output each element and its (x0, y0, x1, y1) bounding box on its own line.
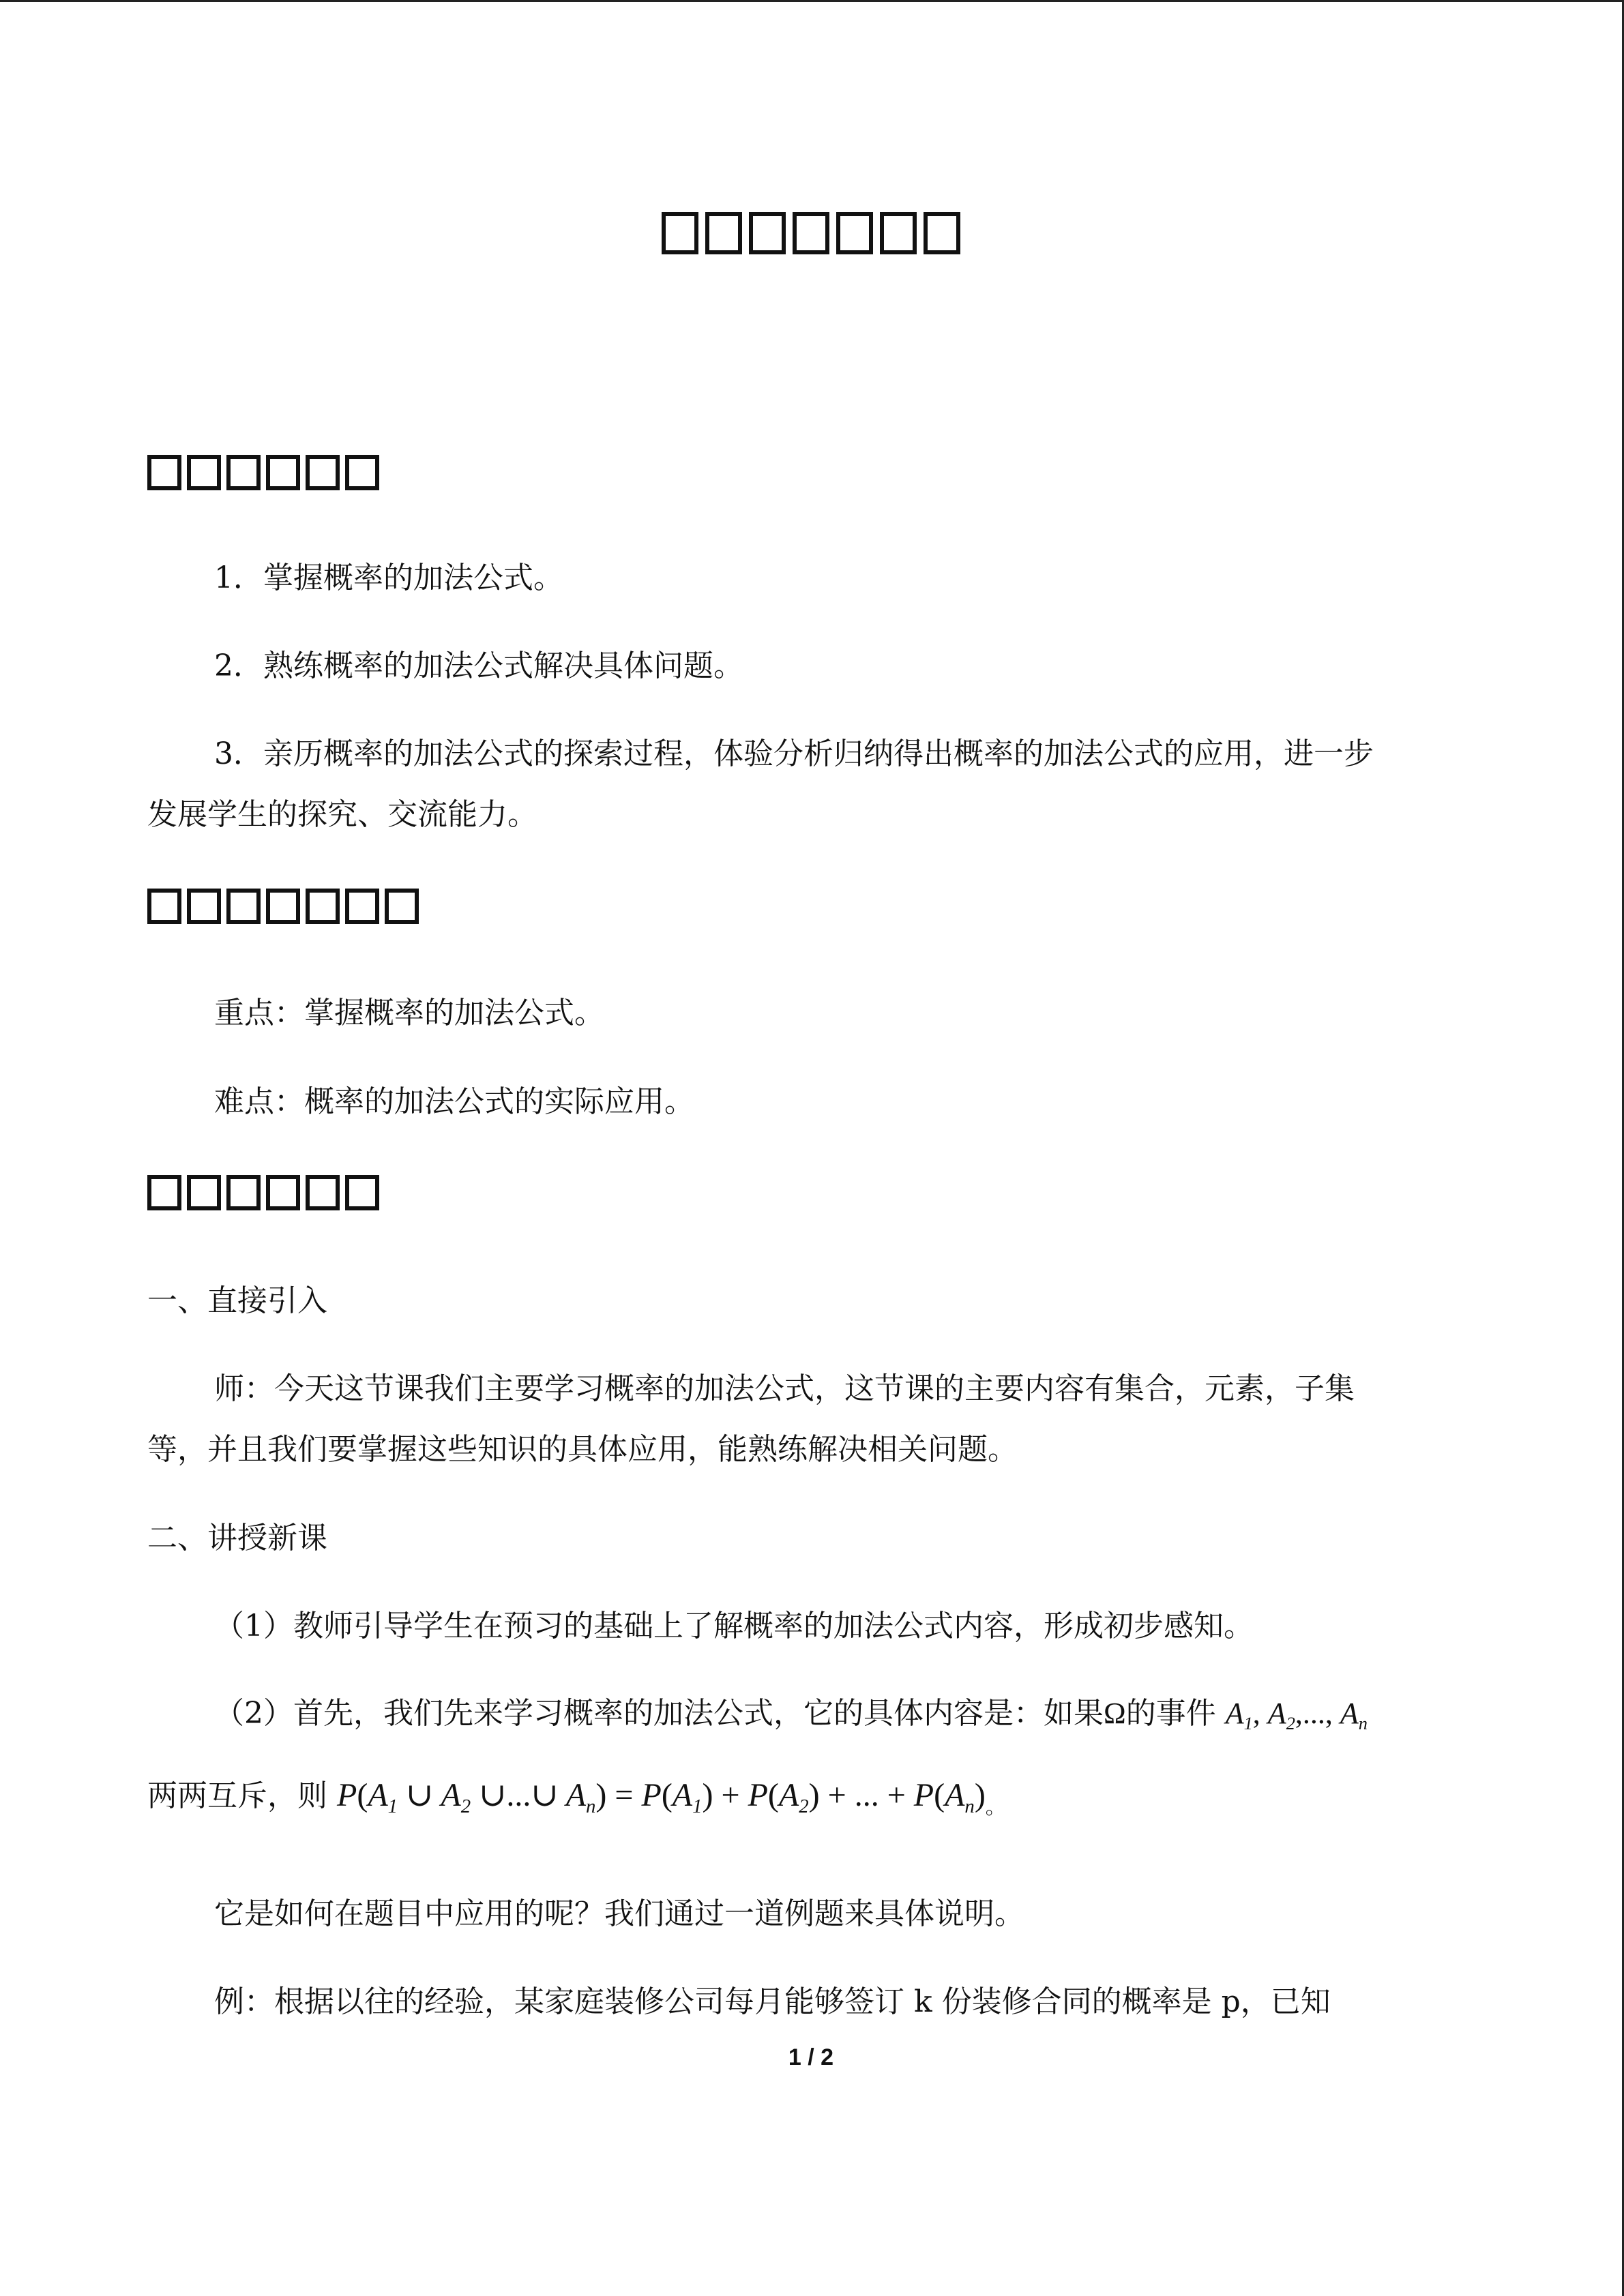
heading-glyph-box (147, 889, 181, 924)
step1-text-line1: 师：今天这节课我们主要学习概率的加法公式，这节课的主要内容有集合，元素，子集 (214, 1371, 1355, 1406)
addition-formula: $P(A_1$ ∪ $A_2$ ∪...∪ $A_n) = P(A_1) + P(A_2)$ + ... + $P(A_n)$ (337, 1777, 986, 1818)
heading-glyph-box (306, 455, 340, 490)
heading-glyph-box (266, 455, 300, 490)
title-glyph-box (880, 212, 917, 254)
heading-glyph-box (187, 889, 221, 924)
step2-heading: 二、讲授新课 (147, 1521, 327, 1555)
document-title (0, 205, 1622, 254)
step2-item2-prefix: （2）首先，我们先来学习概率的加法公式，它的具体内容是：如果 (214, 1696, 1104, 1731)
objective-3-line2: 发展学生的探究、交流能力。 (147, 797, 537, 832)
title-glyph-box (749, 212, 786, 254)
heading-glyph-box (385, 889, 419, 924)
step2-item2-line2-suffix: 。 (985, 1795, 1006, 1819)
objective-3-line1: 3．亲历概率的加法公式的探索过程，体验分析归纳得出概率的加法公式的应用，进一步 (214, 736, 1374, 771)
title-glyph-box (924, 212, 960, 254)
objective-1: 1．掌握概率的加法公式。 (214, 561, 563, 595)
heading-glyph-box (187, 455, 221, 490)
page-number: 1 / 2 (788, 2044, 834, 2070)
key-point: 重点：掌握概率的加法公式。 (214, 996, 604, 1030)
heading-glyph-box (266, 1175, 300, 1210)
heading-glyph-box (345, 455, 379, 490)
section-heading-process (147, 1172, 385, 1213)
title-glyph-box (836, 212, 873, 254)
example-line1: 例：根据以往的经验，某家庭装修公司每月能够签订 k 份装修合同的概率是 p，已知 (214, 1984, 1331, 2019)
heading-glyph-box (187, 1175, 221, 1210)
step2-item1: （1）教师引导学生在预习的基础上了解概率的加法公式内容，形成初步感知。 (214, 1609, 1254, 1643)
step2-item2-mid: 的事件 (1125, 1696, 1216, 1731)
heading-glyph-box (147, 455, 181, 490)
step2-how: 它是如何在题目中应用的呢？我们通过一道例题来具体说明。 (214, 1896, 1024, 1931)
step2-item2-line1 (214, 1696, 1544, 1734)
heading-glyph-box (345, 1175, 379, 1210)
heading-glyph-box (226, 1175, 261, 1210)
heading-glyph-box (147, 1175, 181, 1210)
step1-heading: 一、直接引入 (147, 1283, 327, 1318)
step2-item2-line2 (147, 1779, 1477, 1818)
step2-item2-line2-prefix: 两两互斥，则 (147, 1778, 327, 1813)
section-heading-keypoints (147, 886, 424, 927)
heading-glyph-box (306, 1175, 340, 1210)
omega-symbol: Ω (1104, 1697, 1126, 1730)
heading-glyph-box (306, 889, 340, 924)
heading-glyph-box (226, 455, 261, 490)
title-glyph-box (793, 212, 829, 254)
step1-text-line2: 等，并且我们要掌握这些知识的具体应用，能熟练解决相关问题。 (147, 1432, 1018, 1467)
section-heading-objectives (147, 452, 385, 493)
title-glyph-box (662, 212, 698, 254)
heading-glyph-box (266, 889, 300, 924)
title-glyph-box (705, 212, 742, 254)
difficult-point: 难点：概率的加法公式的实际应用。 (214, 1084, 694, 1119)
events-formula: $A_1$, $A_2$,..., $A_n$ (1225, 1697, 1368, 1734)
heading-glyph-box (345, 889, 379, 924)
heading-glyph-box (226, 889, 261, 924)
objective-2: 2．熟练概率的加法公式解决具体问题。 (214, 648, 743, 683)
